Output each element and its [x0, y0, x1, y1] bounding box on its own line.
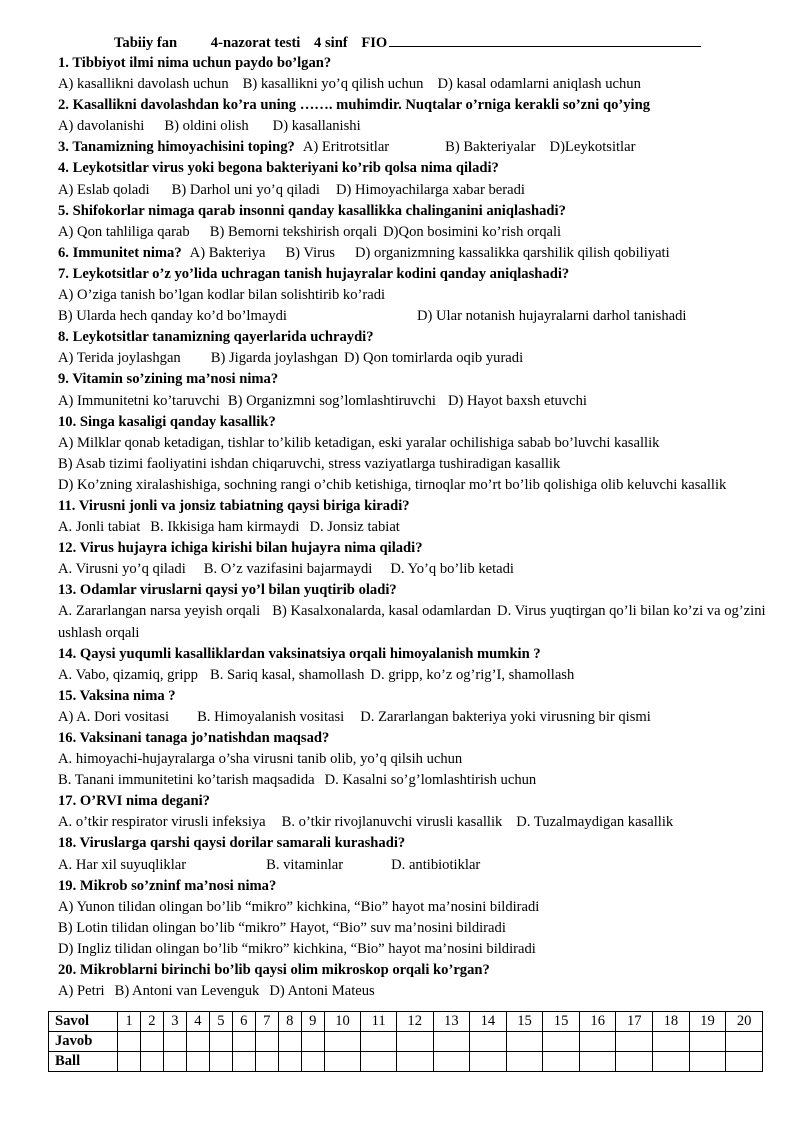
answer-cell[interactable] — [726, 1032, 763, 1052]
test-page — [58, 32, 768, 1002]
question-17 — [58, 791, 768, 833]
option-3[interactable]: D. Kasalni so’g’lomlashtirish uchun — [324, 772, 537, 789]
option-2[interactable]: B) Darhol uni yo’q qiladi — [171, 181, 320, 198]
option-3[interactable]: D. Tuzalmaydigan kasallik — [516, 814, 674, 831]
question-text: 17. O’RVI nima degani? — [58, 793, 210, 810]
score-cell[interactable] — [653, 1052, 690, 1072]
question-number-cell: 20 — [726, 1012, 763, 1032]
option-1[interactable]: A) A. Dori vositasi — [58, 708, 170, 725]
option-1[interactable]: A) Yunon tilidan olingan bo’lib “mikro” kichkina, “Bio” hayot ma’nosini bildiradi — [58, 898, 540, 915]
option-2[interactable]: B) Kasalxonalarda, kasal odamlardan — [272, 603, 492, 620]
question-20 — [58, 960, 768, 1002]
option-3[interactable]: D. Jonsiz tabiat — [309, 519, 400, 536]
answer-cell[interactable] — [361, 1032, 397, 1052]
answer-cell[interactable] — [506, 1032, 543, 1052]
subject-title: Tabiiy fan — [114, 35, 178, 51]
answer-table — [48, 1011, 763, 1072]
option-1[interactable]: A. Vabo, qizamiq, gripp — [58, 666, 198, 683]
question-12 — [58, 538, 768, 580]
question-text: 15. Vaksina nima ? — [58, 687, 176, 704]
score-cell[interactable] — [324, 1052, 361, 1072]
option-1[interactable]: A) Terida joylashgan — [58, 350, 181, 367]
question-text: 6. Immunitet nima? — [58, 244, 182, 261]
score-cell[interactable] — [140, 1052, 163, 1072]
question-number-cell: 19 — [689, 1012, 726, 1032]
answer-cell[interactable] — [324, 1032, 361, 1052]
question-number-cell: 4 — [186, 1012, 209, 1032]
option-1[interactable]: A) Petri — [58, 983, 105, 1000]
question-text: 13. Odamlar viruslarni qaysi yo’l bilan yuqtirib oladi? — [58, 582, 397, 599]
question-number-cell: 15 — [506, 1012, 543, 1032]
answer-cell[interactable] — [653, 1032, 690, 1052]
answer-cell[interactable] — [301, 1032, 324, 1052]
option-1[interactable]: A) kasallikni davolash uchun — [58, 76, 229, 93]
option-2[interactable]: B) Bakteriyalar — [445, 139, 536, 156]
option-3[interactable]: D) Ular notanish hujayralarni darhol tanishadi — [416, 308, 687, 325]
answer-cell[interactable] — [278, 1032, 301, 1052]
question-text: 4. Leykotsitlar virus yoki begona bakteriyani ko’rib qolsa nima qiladi? — [58, 160, 499, 177]
option-1[interactable]: A. Zararlangan narsa yeyish orqali — [58, 603, 261, 620]
option-2[interactable]: B) Lotin tilidan olingan bo’lib “mikro” Hayot, “Bio” suv ma’nosini bildiradi — [58, 919, 506, 936]
option-2[interactable]: B. Ikkisiga ham kirmaydi — [150, 519, 300, 536]
question-4 — [58, 158, 768, 200]
option-3[interactable]: D)Qon bosimini ko’rish orqali — [383, 223, 562, 240]
score-cell[interactable] — [506, 1052, 543, 1072]
name-label: FIO — [361, 35, 388, 51]
question-7 — [58, 264, 768, 327]
question-number-cell: 18 — [653, 1012, 690, 1032]
question-list — [58, 53, 768, 1002]
option-2[interactable]: B) Asab tizimi faoliyatini ishdan chiqaruvchi, stress vaziyatlarga tushiradigan kasallik — [58, 455, 561, 472]
score-cell[interactable] — [396, 1052, 433, 1072]
score-cell[interactable] — [232, 1052, 255, 1072]
option-2[interactable]: B) Ularda hech qanday ko’d bo’lmaydi — [58, 308, 287, 325]
option-3[interactable]: D. gripp, ko’z og’rig’I, shamollash — [370, 666, 575, 683]
question-11 — [58, 496, 768, 538]
option-1[interactable]: A) davolanishi — [58, 118, 145, 135]
option-3[interactable]: D) kasal odamlarni aniqlash uchun — [437, 76, 641, 93]
name-line[interactable] — [389, 32, 701, 47]
question-14 — [58, 644, 768, 686]
option-3[interactable]: D) organizmning kassalikka qarshilik qilish qobiliyati — [354, 244, 670, 261]
option-2[interactable]: B. o’tkir rivojlanuvchi virusli kasallik — [281, 814, 503, 831]
answer-cell[interactable] — [140, 1032, 163, 1052]
option-2[interactable]: B. Himoyalanish vositasi — [197, 708, 345, 725]
option-2[interactable]: B) kasallikni yo’q qilish uchun — [242, 76, 424, 93]
question-number-cell: 7 — [255, 1012, 278, 1032]
answer-cell[interactable] — [433, 1032, 470, 1052]
table-row — [49, 1032, 763, 1052]
option-3[interactable]: D) Ko’zning xiralashishiga, sochning rangi o’chib ketishiga, tirnoqlar mo’rt bo’lib qolishiga olib keluvchi kasallik — [58, 476, 727, 493]
question-8 — [58, 327, 768, 369]
score-cell[interactable] — [726, 1052, 763, 1072]
option-3[interactable]: D) Himoyachilarga xabar beradi — [335, 181, 525, 198]
question-15 — [58, 686, 768, 728]
option-3[interactable]: D. Virus yuqtirgan qo’li bilan ko’zi va og’zini ushlash orqali — [58, 603, 766, 641]
answer-cell[interactable] — [163, 1032, 186, 1052]
option-2[interactable]: B) Jigarda joylashgan — [210, 350, 338, 367]
score-cell[interactable] — [301, 1052, 324, 1072]
score-cell[interactable] — [186, 1052, 209, 1072]
question-text: 9. Vitamin so’zining ma’nosi nima? — [58, 371, 279, 388]
score-cell[interactable] — [616, 1052, 653, 1072]
score-cell[interactable] — [543, 1052, 580, 1072]
question-13 — [58, 580, 768, 643]
question-3 — [58, 137, 768, 158]
option-1[interactable]: A) Qon tahliliga qarab — [58, 223, 190, 240]
option-1[interactable]: A) Bakteriya — [189, 244, 266, 261]
answer-cell[interactable] — [470, 1032, 507, 1052]
question-2 — [58, 95, 768, 137]
answer-cell[interactable] — [396, 1032, 433, 1052]
score-cell[interactable] — [361, 1052, 397, 1072]
option-3[interactable]: D) Qon tomirlarda oqib yuradi — [344, 350, 524, 367]
score-cell[interactable] — [579, 1052, 616, 1072]
score-cell[interactable] — [255, 1052, 278, 1072]
option-2[interactable]: B) Antoni van Levenguk — [114, 983, 260, 1000]
answer-cell[interactable] — [689, 1032, 726, 1052]
question-number-cell: 6 — [232, 1012, 255, 1032]
row-label: Javob — [49, 1032, 118, 1052]
table-row — [49, 1052, 763, 1072]
score-cell[interactable] — [209, 1052, 232, 1072]
question-number-cell: 2 — [140, 1012, 163, 1032]
option-1[interactable]: A. o’tkir respirator virusli infeksiya — [58, 814, 266, 831]
question-number-cell: 15 — [543, 1012, 580, 1032]
question-5 — [58, 201, 768, 243]
question-19 — [58, 876, 768, 960]
question-text: 11. Virusni jonli va jonsiz tabiatning qaysi biriga kiradi? — [58, 497, 410, 514]
question-text: 19. Mikrob so’zninf ma’nosi nima? — [58, 877, 277, 894]
question-1 — [58, 53, 768, 95]
option-1[interactable]: A) Eritrotsitlar — [302, 139, 390, 156]
grade-label: 4 sinf — [314, 35, 348, 51]
test-header — [58, 32, 768, 53]
option-1[interactable]: A) Immunitetni ko’taruvchi — [58, 392, 220, 409]
answer-cell[interactable] — [579, 1032, 616, 1052]
question-number-cell: 14 — [470, 1012, 507, 1032]
score-cell[interactable] — [118, 1052, 141, 1072]
answer-cell[interactable] — [118, 1032, 141, 1052]
option-3[interactable]: D. Yo’q bo’lib ketadi — [390, 561, 514, 578]
option-2[interactable]: B) Bemorni tekshirish orqali — [209, 223, 378, 240]
question-number-cell: 9 — [301, 1012, 324, 1032]
option-2[interactable]: B. Tanani immunitetini ko’tarish maqsadida — [58, 772, 315, 789]
answer-cell[interactable] — [186, 1032, 209, 1052]
question-text: 7. Leykotsitlar o’z yo’lida uchragan tanish hujayralar kodini qanday aniqlashadi? — [58, 265, 570, 282]
option-3[interactable]: D) Ingliz tilidan olingan bo’lib “mikro” kichkina, “Bio” hayot ma’nosini bildiradi — [58, 940, 536, 957]
score-cell[interactable] — [433, 1052, 470, 1072]
question-text: 20. Mikroblarni birinchi bo’lib qaysi olim mikroskop orqali ko’rgan? — [58, 962, 490, 979]
option-2[interactable]: B) Organizmni sog’lomlashtiruvchi — [227, 392, 436, 409]
answer-cell[interactable] — [255, 1032, 278, 1052]
question-text: 8. Leykotsitlar tanamizning qayerlarida uchraydi? — [58, 329, 374, 346]
option-1[interactable]: A. himoyachi-hujayralarga o’sha virusni tanib olib, yo’q qilsih uchun — [58, 751, 463, 768]
question-16 — [58, 728, 768, 791]
option-2[interactable]: B) oldini olish — [164, 118, 249, 135]
option-1[interactable]: A. Jonli tabiat — [58, 519, 141, 536]
question-number-cell: 11 — [361, 1012, 397, 1032]
question-9 — [58, 369, 768, 411]
question-text: 5. Shifokorlar nimaga qarab insonni qanday kasallikka chalinganini aniqlashadi? — [58, 202, 566, 219]
question-number-cell: 1 — [118, 1012, 141, 1032]
question-number-cell: 13 — [433, 1012, 470, 1032]
question-text: 14. Qaysi yuqumli kasalliklardan vaksinatsiya orqali himoyalanish mumkin ? — [58, 645, 541, 662]
question-number-cell: 16 — [579, 1012, 616, 1032]
answer-cell[interactable] — [232, 1032, 255, 1052]
option-2[interactable]: B. O’z vazifasini bajarmaydi — [203, 561, 373, 578]
score-cell[interactable] — [470, 1052, 507, 1072]
answer-cell[interactable] — [616, 1032, 653, 1052]
option-2[interactable]: B. Sariq kasal, shamollash — [209, 666, 365, 683]
question-number-cell: 8 — [278, 1012, 301, 1032]
option-3[interactable]: D) Antoni Mateus — [269, 983, 375, 1000]
option-3[interactable]: D. Zararlangan bakteriya yoki virusning bir qismi — [360, 708, 651, 725]
question-text: 3. Tanamizning himoyachisini toping? — [58, 139, 295, 156]
option-1[interactable]: A. Har xil suyuqliklar — [58, 856, 187, 873]
option-1[interactable]: A. Virusni yo’q qiladi — [58, 561, 186, 578]
score-cell[interactable] — [278, 1052, 301, 1072]
row-label: Savol — [49, 1012, 118, 1032]
score-cell[interactable] — [689, 1052, 726, 1072]
option-1[interactable]: A) Eslab qoladi — [58, 181, 150, 198]
question-text: 1. Tibbiyot ilmi nima uchun paydo bo’lgan? — [58, 55, 332, 71]
question-number-cell: 5 — [209, 1012, 232, 1032]
question-text: 18. Viruslarga qarshi qaysi dorilar samarali kurashadi? — [58, 835, 406, 852]
question-text: 12. Virus hujayra ichiga kirishi bilan hujayra nima qiladi? — [58, 540, 423, 557]
option-1[interactable]: A) Milklar qonab ketadigan, tishlar to’kilib ketadigan, eski yaralar ochilishiga sabab bo’luvchi kasallik — [58, 434, 660, 451]
question-number-cell: 3 — [163, 1012, 186, 1032]
question-10 — [58, 412, 768, 496]
option-3[interactable]: D) Hayot baxsh etuvchi — [447, 392, 587, 409]
question-18 — [58, 833, 768, 875]
option-2[interactable]: B. vitaminlar — [266, 856, 344, 873]
question-text: 16. Vaksinani tanaga jo’natishdan maqsad? — [58, 730, 330, 746]
question-number-cell: 12 — [396, 1012, 433, 1032]
table-row — [49, 1012, 763, 1032]
option-2[interactable]: B) Virus — [285, 244, 335, 261]
row-label: Ball — [49, 1052, 118, 1072]
question-number-cell: 10 — [324, 1012, 361, 1032]
test-title: 4-nazorat testi — [210, 35, 301, 51]
question-text: 2. Kasallikni davolashdan ko’ra uning ……. muhimdir. Nuqtalar o’rniga kerakli so’zni qo’ying — [58, 97, 650, 114]
question-text: 10. Singa kasaligi qanday kasallik? — [58, 413, 276, 430]
option-3[interactable]: D)Leykotsitlar — [549, 139, 636, 156]
answer-cell[interactable] — [209, 1032, 232, 1052]
question-6 — [58, 243, 768, 264]
option-1[interactable]: A) O’ziga tanish bo’lgan kodlar bilan solishtirib ko’radi — [58, 287, 386, 304]
option-3[interactable]: D. antibiotiklar — [391, 856, 481, 873]
score-cell[interactable] — [163, 1052, 186, 1072]
answer-cell[interactable] — [543, 1032, 580, 1052]
option-3[interactable]: D) kasallanishi — [272, 118, 361, 135]
question-number-cell: 17 — [616, 1012, 653, 1032]
